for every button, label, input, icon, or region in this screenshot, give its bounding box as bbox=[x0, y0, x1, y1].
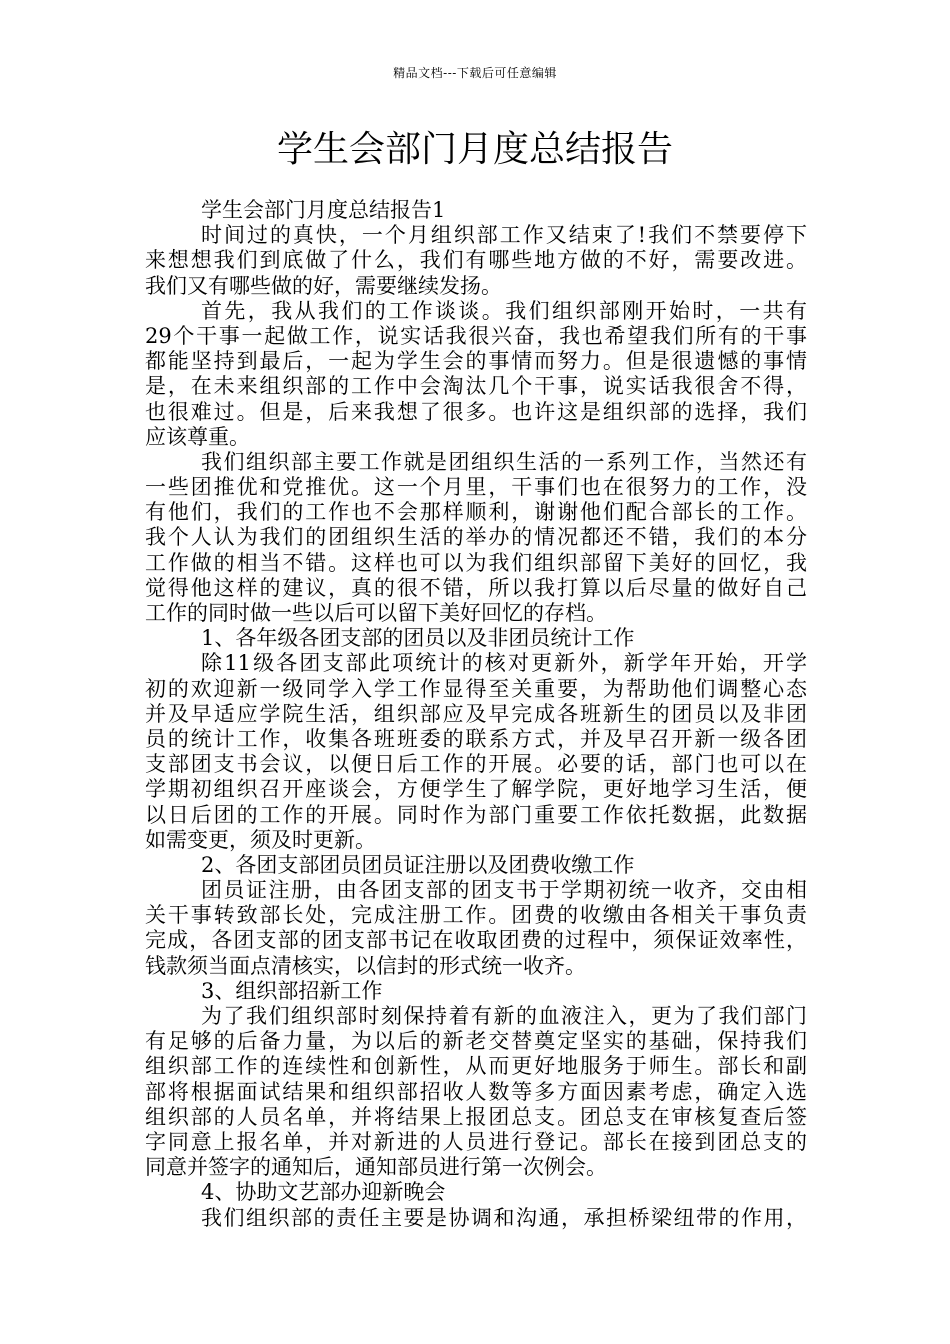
body-text-line: 2、各团支部团员团员证注册以及团费收缴工作 bbox=[201, 852, 635, 877]
body-text-line: 我们组织部主要工作就是团组织生活的一系列工作，当然还有 bbox=[201, 449, 807, 474]
document-body bbox=[145, 198, 807, 1231]
body-text-line: 团员证注册，由各团支部的团支书于学期初统一收齐，交由相 bbox=[201, 878, 807, 903]
body-text-line: 3、组织部招新工作 bbox=[201, 978, 383, 1003]
body-text-line: 是，在未来组织部的工作中会淘汰几个干事，说实话我很舍不得， bbox=[145, 374, 807, 399]
document-title: 学生会部门月度总结报告 bbox=[276, 129, 673, 170]
body-text-line: 首先，我从我们的工作谈谈。我们组织部刚开始时，一共有 bbox=[201, 298, 807, 323]
body-text-line: 组织部的人员名单，并将结果上报团总支。团总支在审核复查后签 bbox=[145, 1104, 807, 1129]
body-text-line: 我个人认为我们的团组织生活的举办的情况都还不错，我们的本分 bbox=[145, 525, 807, 550]
body-text-line: 也很难过。但是，后来我想了很多。也许这是组织部的选择，我们 bbox=[145, 399, 807, 424]
body-text-line: 除11级各团支部此项统计的核对更新外，新学年开始，开学 bbox=[201, 651, 807, 676]
body-text-line: 1、各年级各团支部的团员以及非团员统计工作 bbox=[201, 626, 635, 651]
body-text-line: 29个干事一起做工作，说实话我很兴奋，我也希望我们所有的干事 bbox=[145, 323, 807, 348]
body-text-line: 学期初组织召开座谈会，方便学生了解学院，更好地学习生活，便 bbox=[145, 777, 807, 802]
body-text-line: 时间过的真快，一个月组织部工作又结束了!我们不禁要停下 bbox=[201, 223, 807, 248]
body-text-line: 有足够的后备力量，为以后的新老交替奠定坚实的基础，保持我们 bbox=[145, 1029, 807, 1054]
body-text-line: 来想想我们到底做了什么，我们有哪些地方做的不好，需要改进。 bbox=[145, 248, 807, 273]
body-text-line: 关干事转致部长处，完成注册工作。团费的收缴由各相关干事负责 bbox=[145, 903, 807, 928]
body-text-line: 支部团支书会议，以便日后工作的开展。必要的话，部门也可以在 bbox=[145, 752, 807, 777]
body-text-line: 应该尊重。 bbox=[145, 424, 250, 449]
body-text-line: 都能坚持到最后，一起为学生会的事情而努力。但是很遗憾的事情 bbox=[145, 349, 807, 374]
body-text-line: 部将根据面试结果和组织部招收人数等多方面因素考虑，确定入选 bbox=[145, 1079, 807, 1104]
body-text-line: 完成，各团支部的团支部书记在收取团费的过程中，须保证效率性， bbox=[145, 928, 807, 953]
body-text-line: 为了我们组织部时刻保持着有新的血液注入，更为了我们部门 bbox=[201, 1004, 807, 1028]
body-text-line: 有他们，我们的工作也不会那样顺利，谢谢他们配合部长的工作。 bbox=[145, 500, 807, 525]
body-text-line: 初的欢迎新一级同学入学工作显得至关重要，为帮助他们调整心态 bbox=[145, 676, 807, 701]
body-text-line: 一些团推优和党推优。这一个月里，干事们也在很努力的工作，没 bbox=[145, 475, 807, 500]
body-text-line: 觉得他这样的建议，真的很不错，所以我打算以后尽量的做好自己 bbox=[145, 575, 807, 600]
body-text-line: 并及早适应学院生活，组织部应及早完成各班新生的团员以及非团 bbox=[145, 701, 807, 726]
body-text-line: 我们组织部的责任主要是协调和沟通，承担桥梁纽带的作用， bbox=[201, 1205, 807, 1230]
body-text-line: 以日后团的工作的开展。同时作为部门重要工作依托数据，此数据 bbox=[145, 802, 807, 827]
body-text-line: 工作的同时做一些以后可以留下美好回忆的存档。 bbox=[145, 601, 607, 625]
body-text-line: 组织部工作的连续性和创新性，从而更好地服务于师生。部长和副 bbox=[145, 1054, 807, 1079]
body-text-line: 钱款须当面点清核实，以信封的形式统一收齐。 bbox=[145, 953, 586, 978]
body-text-line: 如需变更，须及时更新。 bbox=[145, 827, 376, 852]
body-text-line: 同意并签字的通知后，通知部员进行第一次例会。 bbox=[145, 1155, 607, 1180]
body-text-line: 工作做的相当不错。这样也可以为我们组织部留下美好的回忆，我 bbox=[145, 550, 807, 575]
body-text-line: 学生会部门月度总结报告1 bbox=[201, 198, 446, 222]
body-text-line: 4、协助文艺部办迎新晚会 bbox=[201, 1180, 446, 1205]
body-text-line: 员的统计工作，收集各班班委的联系方式，并及早召开新一级各团 bbox=[145, 726, 807, 751]
body-text-line: 字同意上报名单，并对新进的人员进行登记。部长在接到团总支的 bbox=[145, 1129, 807, 1154]
page-header: 精品文档---下载后可任意编辑 bbox=[393, 66, 557, 80]
body-text-line: 我们又有哪些做的好，需要继续发扬。 bbox=[145, 273, 502, 298]
